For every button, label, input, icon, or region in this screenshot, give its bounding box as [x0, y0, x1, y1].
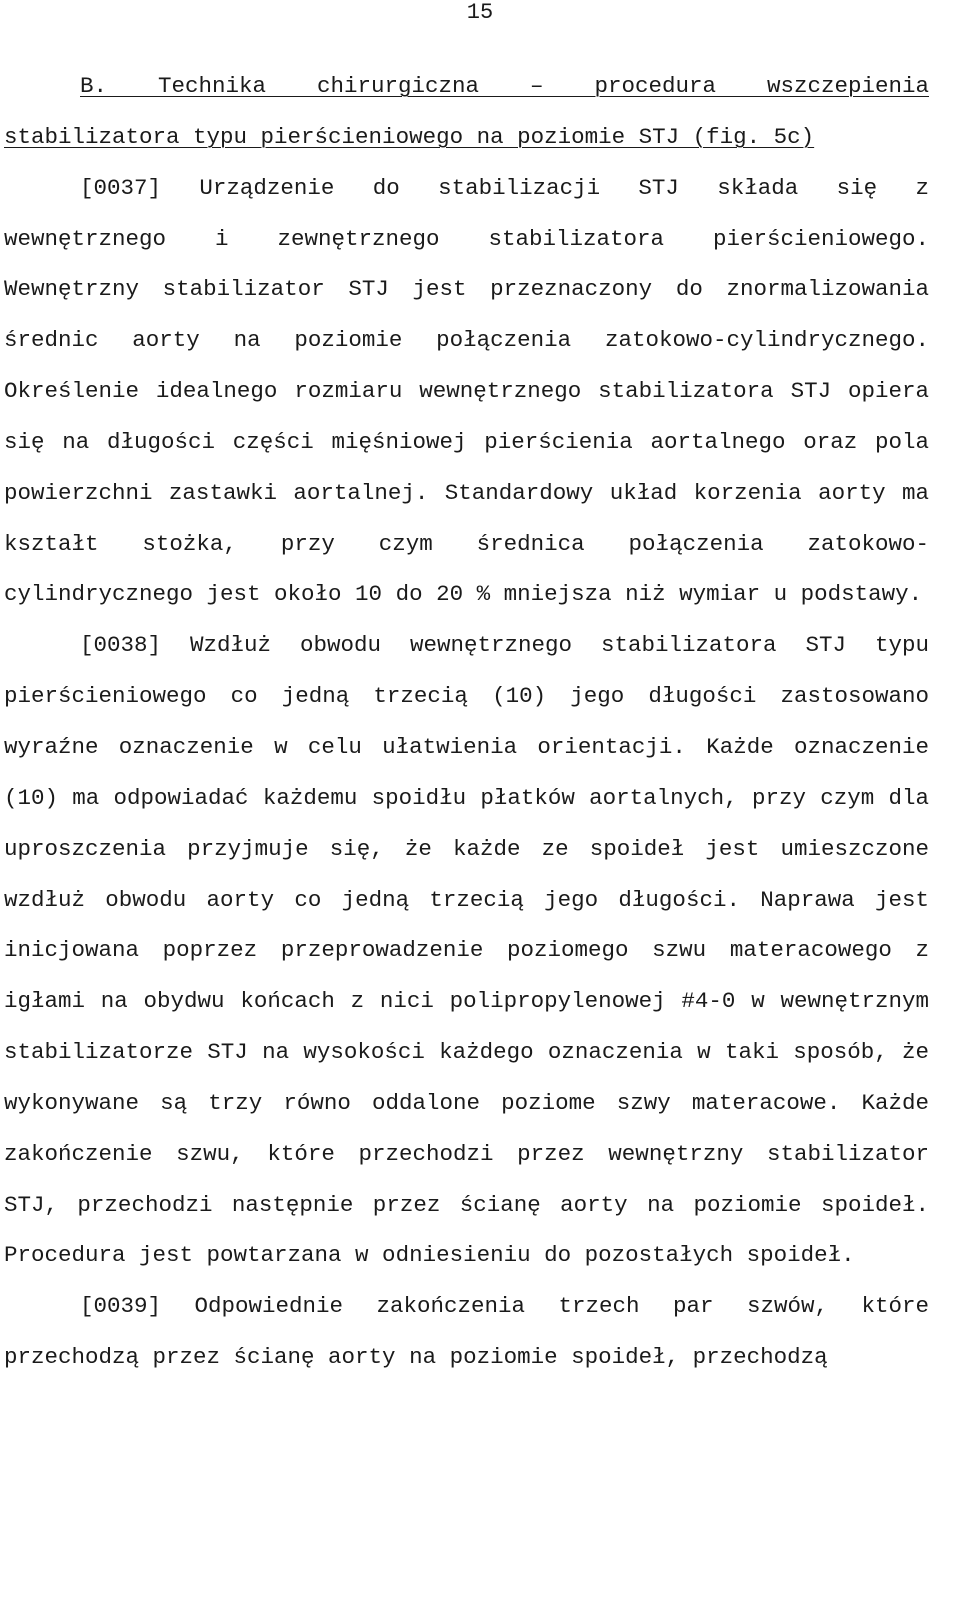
page-number: 15: [466, 0, 494, 25]
paragraph-0039: [0039] Odpowiednie zakończenia trzech par szwów, które przechodzą przez ścianę aorty na poziomie spoideł, przechodzą: [4, 1293, 929, 1371]
document-body: [4, 61, 929, 1383]
section-heading: [4, 61, 929, 163]
paragraph-0038: [0038] Wzdłuż obwodu wewnętrznego stabilizatora STJ typu pierścieniowego co jedną trzecią (10) jego długości zastosowano wyraźne oznaczenie w celu ułatwienia orientacji. Każde oznaczenie (10) ma odpowiadać każdemu spoidłu płatków aortalnych, przy czym dla uproszczenia przyjmuje się, że każde ze spoideł jest umieszczone wzdłuż obwodu aorty co jedną trzecią jego długości. Naprawa jest inicjowana poprzez przeprowadzenie poziomego szwu materacowego z igłami na obydwu końcach z nici polipropylenowej #4-0 w wewnętrznym stabilizatorze STJ na wysokości każdego oznaczenia w taki sposób, że wykonywane są trzy równo oddalone poziome szwy materacowe. Każde zakończenie szwu, które przechodzi przez wewnętrzny stabilizator STJ, przechodzi następnie przez ścianę aorty na poziomie spoideł. Procedura jest powtarzana w odniesieniu do pozostałych spoideł.: [4, 632, 929, 1269]
section-heading-text: B. Technika chirurgiczna – procedura wszczepienia stabilizatora typu pierścieniowego na poziomie STJ (fig. 5c): [4, 73, 929, 150]
paragraph-0037: [0037] Urządzenie do stabilizacji STJ składa się z wewnętrznego i zewnętrznego stabilizatora pierścieniowego. Wewnętrzny stabilizator STJ jest przeznaczony do znormalizowania średnic aorty na poziomie połączenia zatokowo-cylindrycznego. Określenie idealnego rozmiaru wewnętrznego stabilizatora STJ opiera się na długości części mięśniowej pierścienia aortalnego oraz pola powierzchni zastawki aortalnej. Standardowy układ korzenia aorty ma kształt stożka, przy czym średnica połączenia zatokowo-cylindrycznego jest około 10 do 20 % mniejsza niż wymiar u podstawy.: [4, 174, 929, 608]
